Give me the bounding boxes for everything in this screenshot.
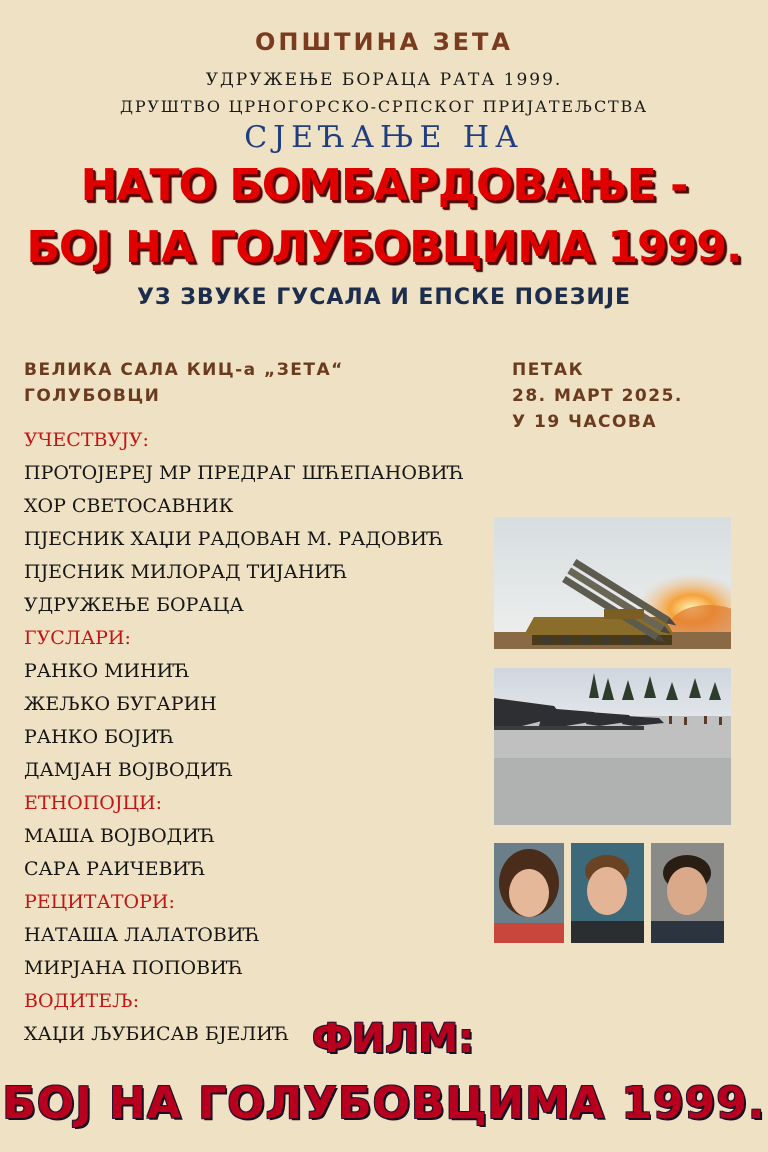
event-title-line2: БОЈ НА ГОЛУБОВЦИМА 1999. bbox=[26, 222, 742, 273]
event-title-line1: НАТО БОМБАРДОВАЊЕ - bbox=[80, 160, 688, 211]
venue-hall: ВЕЛИКА САЛА КИЦ-а „ЗЕТА“ bbox=[24, 360, 344, 380]
portrait-photo-1 bbox=[494, 843, 564, 943]
event-date: 28. МАРТ 2025. bbox=[512, 386, 683, 406]
ethno-singer-item: МАША ВОЈВОДИЋ bbox=[24, 825, 216, 847]
participant-item: ПЈЕСНИК МИЛОРАД ТИЈАНИЋ bbox=[24, 561, 348, 583]
portrait-photo-2 bbox=[571, 843, 644, 943]
guslars-label: ГУСЛАРИ: bbox=[24, 627, 131, 649]
reciters-label: РЕЦИТАТОРИ: bbox=[24, 891, 175, 913]
portrait-photo-3 bbox=[651, 843, 724, 943]
reciter-item: МИРЈАНА ПОПОВИЋ bbox=[24, 957, 244, 979]
event-day: ПЕТАК bbox=[512, 360, 584, 380]
guslar-item: ДАМЈАН ВОЈВОДИЋ bbox=[24, 759, 234, 781]
datetime-block bbox=[512, 357, 752, 435]
ethno-singers-label: ЕТНОПОЈЦИ: bbox=[24, 792, 162, 814]
host-label: ВОДИТЕЉ: bbox=[24, 990, 140, 1012]
venue-block bbox=[24, 357, 444, 409]
remembrance-heading: СЈЕЋАЊЕ НА bbox=[244, 120, 524, 155]
participant-item: ПЈЕСНИК ХАЏИ РАДОВАН М. РАДОВИЋ bbox=[24, 528, 444, 550]
host-name: ХАЏИ ЉУБИСАВ БЈЕЛИЋ bbox=[24, 1023, 290, 1045]
organization-friendship-society: ДРУШТВО ЦРНОГОРСКО-СРПСКОГ ПРИЈАТЕЉСТВА bbox=[120, 97, 648, 116]
ethno-singer-item: САРА РАИЧЕВИЋ bbox=[24, 858, 206, 880]
venue-place: ГОЛУБОВЦИ bbox=[24, 386, 161, 406]
guslar-item: РАНКО МИНИЋ bbox=[24, 660, 190, 682]
participant-item: ХОР СВЕТОСАВНИК bbox=[24, 495, 234, 517]
reciter-item: НАТАША ЛАЛАТОВИЋ bbox=[24, 924, 260, 946]
airfield-aircraft-photo bbox=[494, 668, 731, 825]
film-label: ФИЛМ: bbox=[312, 1016, 475, 1062]
participants-label: УЧЕСТВУЈУ: bbox=[24, 429, 149, 451]
missile-launcher-photo bbox=[494, 517, 731, 649]
event-subtitle: УЗ ЗВУКЕ ГУСАЛА И ЕПСКЕ ПОЕЗИЈЕ bbox=[136, 285, 632, 310]
event-time: У 19 ЧАСОВА bbox=[512, 412, 658, 432]
participant-item: ПРОТОЈЕРЕЈ МР ПРЕДРАГ ШЋЕПАНОВИЋ bbox=[24, 462, 465, 484]
film-title: БОЈ НА ГОЛУБОВЦИМА 1999. bbox=[2, 1078, 766, 1129]
program-list bbox=[24, 424, 484, 1051]
participant-item: УДРУЖЕЊЕ БОРАЦА bbox=[24, 594, 244, 616]
organization-veterans: УДРУЖЕЊЕ БОРАЦА РАТА 1999. bbox=[205, 70, 563, 90]
municipality-title: ОПШТИНА ЗЕТА bbox=[255, 28, 513, 56]
guslar-item: ЖЕЉКО БУГАРИН bbox=[24, 693, 217, 715]
guslar-item: РАНКО БОЈИЋ bbox=[24, 726, 175, 748]
